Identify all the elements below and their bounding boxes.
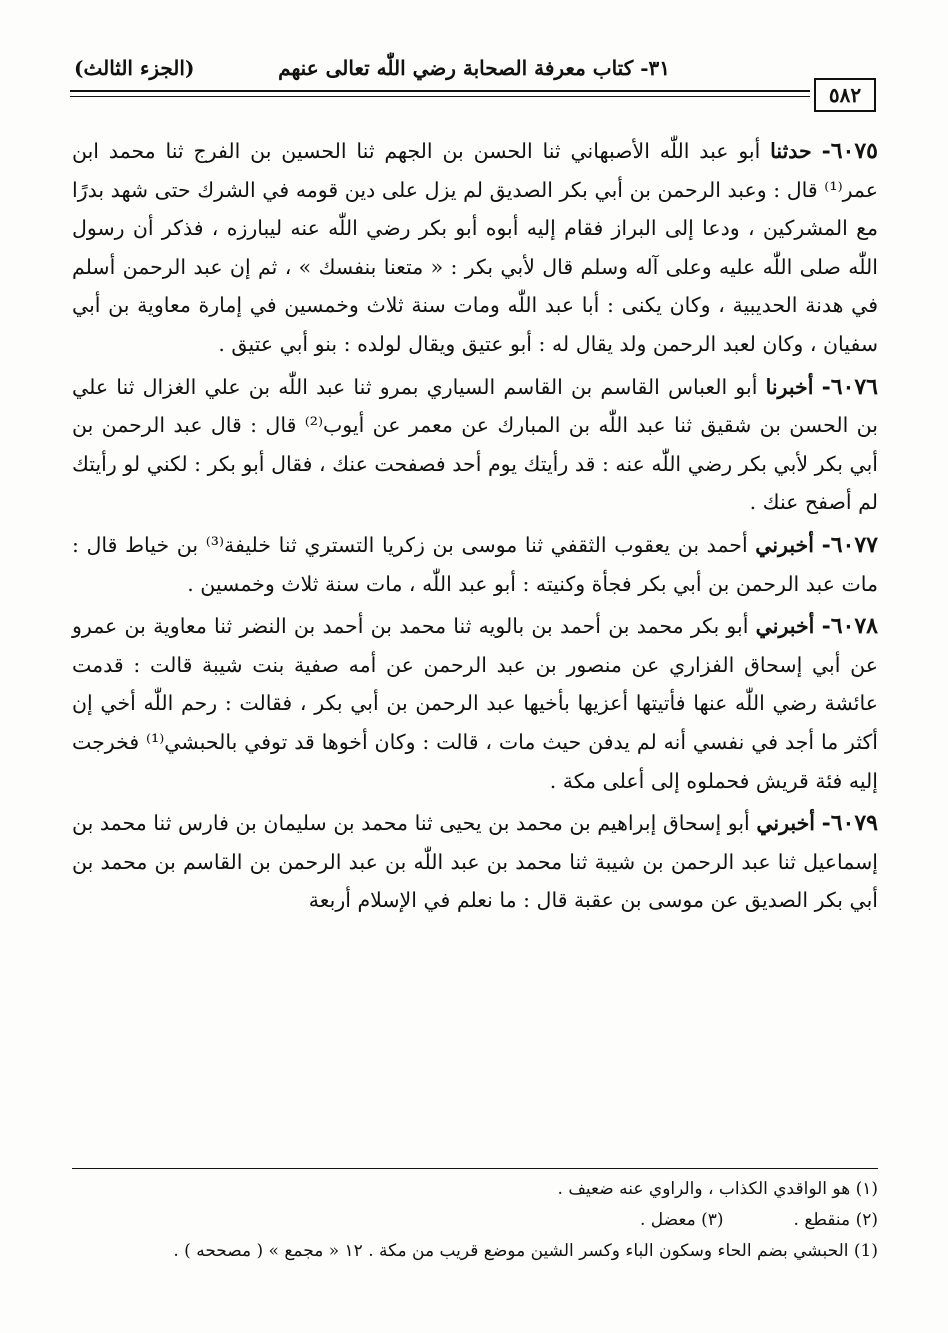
hadith-number: ٦٠٧٨- xyxy=(821,613,878,640)
header-rule xyxy=(70,90,810,92)
hadith-text: أبو إسحاق إبراهيم بن محمد بن يحيى ثنا محمد بن سليمان بن فارس ثنا محمد بن إسماعيل ثنا عبد الرحمن بن شيبة ثنا محمد بن عبد اللّٰه بن عبد الرحمن بن القاسم بن محمد بن أبي بكر الصديق عن موسى بن عقبة قال : ما نعلم في الإسلام أربعة xyxy=(72,811,878,913)
hadith-text: أحمد بن يعقوب الثقفي ثنا موسى بن زكريا التستري ثنا خليفة⁽³⁾ بن خياط قال : مات عبد الرحمن بن أبي بكر فجأة وكنيته : أبو عبد اللّٰه ، مات سنة ثلاث وخمسين . xyxy=(72,532,878,596)
footnote-separator xyxy=(72,1168,878,1169)
hadith-6076 xyxy=(72,368,878,522)
hadith-text: أبو بكر محمد بن أحمد بن بالويه ثنا محمد بن أحمد بن النضر ثنا معاوية بن عمرو عن أبي إسحاق الفزاري عن منصور بن عبد الرحمن عن أمه صفية بنت شيبة قالت : قدمت عائشة رضي اللّٰه عنها فأتيتها أعزيها بأخيها عبد الرحمن بن أبي بكر ، فقالت : رحم اللّٰه أخي إن أكثر ما أجد في نفسي أنه لم يدفن حيث مات ، قالت : وكان أخوها قد توفي بالحبشي⁽¹⁾ فخرجت إليه فئة قريش فحملوه إلى أعلى مكة . xyxy=(72,614,878,793)
hadith-text: أبو العباس القاسم بن القاسم السياري بمرو ثنا عبد اللّٰه بن علي الغزال ثنا علي بن الحسن بن شقيق ثنا عبد اللّٰه بن المبارك عن معمر عن أيوب⁽²⁾ قال : قال عبد الرحمن بن أبي بكر لأبي بكر رضي اللّٰه عنه : قد رأيتك يوم أحد فصفحت عنك ، فقال أبو بكر : لكني لو رأيتك لم أصفح عنك . xyxy=(72,374,878,515)
footnote-1: (١) هو الواقدي الكذاب ، والراوي عنه ضعيف . xyxy=(557,1179,878,1199)
header-rule-thin xyxy=(70,96,810,97)
footnote-row xyxy=(72,1205,878,1236)
hadith-text: أبو عبد اللّٰه الأصبهاني ثنا الحسن بن الجهم ثنا الحسين بن الفرج ثنا محمد ابن عمر⁽¹⁾ قال : وعبد الرحمن بن أبي بكر الصديق لم يزل على دين قومه في الشرك حتى شهد بدرًا مع المشركين ، ودعا إلى البراز فقام إليه أبوه أبو بكر رضي اللّٰه عنه ليبارزه ، فذكر أن رسول اللّٰه صلى اللّٰه عليه وعلى آله وسلم قال لأبي بكر : « متعنا بنفسك » ، ثم إن عبد الرحمن أسلم في هدنة الحديبية ، وكان يكنى : أبا عبد اللّٰه ومات سنة ثلاث وخمسين في إمارة معاوية بن أبي سفيان ، وكان لعبد الرحمن ولد يقال له : أبو عتيق ويقال لولده : بنو أبي عتيق . xyxy=(72,139,878,356)
hadith-keyword: أخبرني xyxy=(756,811,815,836)
footnote-hashiya: (1) الحبشي بضم الحاء وسكون الباء وكسر الشين موضع قريب من مكة . ١٢ « مجمع » ( مصححه ) . xyxy=(173,1241,878,1261)
hadith-number: ٦٠٧٥- xyxy=(821,138,878,164)
hadith-keyword: أخبرني xyxy=(755,532,814,557)
hadith-6077 xyxy=(72,526,878,603)
footnote-2: (٢) منقطع . xyxy=(793,1210,878,1230)
hadith-number: ٦٠٧٧- xyxy=(821,531,878,558)
hadith-keyword: أخبرنا xyxy=(765,374,814,399)
page-header xyxy=(70,52,880,112)
hadith-6079 xyxy=(72,804,878,920)
footnotes xyxy=(72,1174,878,1267)
hadith-keyword: حدثنا xyxy=(770,139,812,163)
main-text xyxy=(72,132,878,924)
hadith-6078 xyxy=(72,607,878,800)
hadith-keyword: أخبرني xyxy=(755,614,815,639)
chapter-title: ٣١- كتاب معرفة الصحابة رضي اللّٰه تعالى عنهم xyxy=(278,56,670,80)
hadith-number: ٦٠٧٦- xyxy=(821,373,878,400)
page-number: ٥٨٢ xyxy=(814,78,876,112)
footnote-3: (٣) معضل . xyxy=(639,1210,724,1230)
hadith-number: ٦٠٧٩- xyxy=(821,810,878,837)
hadith-6075 xyxy=(72,132,878,364)
volume-label: (الجزء الثالث) xyxy=(74,56,195,80)
